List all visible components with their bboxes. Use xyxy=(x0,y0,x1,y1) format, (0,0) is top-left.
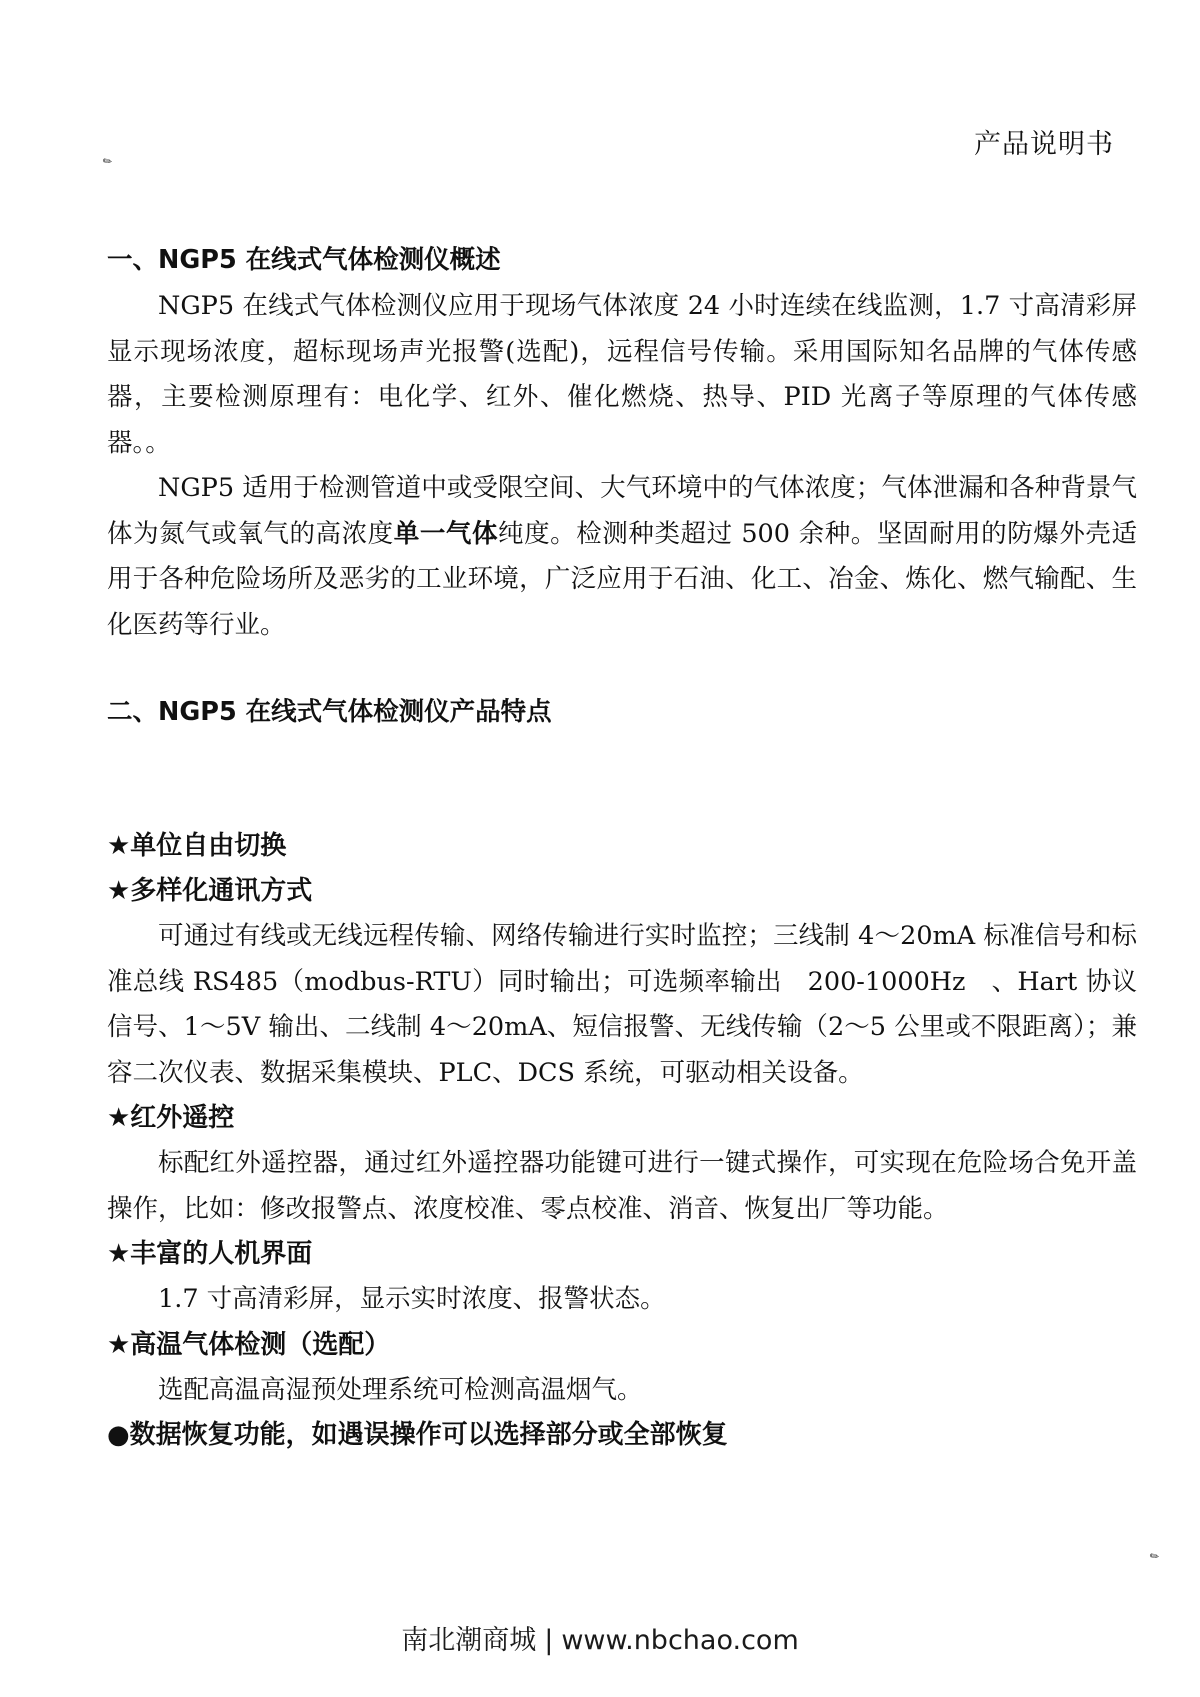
feature-hmi-text: 1.7 寸高清彩屏，显示实时浓度、报警状态。 xyxy=(158,1284,666,1314)
footer-watermark xyxy=(0,1618,1200,1657)
section-1-paragraph-1: NGP5 在线式气体检测仪应用于现场气体浓度 24 小时连续在线监测，1.7 寸高清彩屏显示现场浓度，超标现场声光报警(选配)，远程信号传输。采用国际知名品牌的气体传感器，主要检测原理有：电化学、红外、催化燃烧、热导、PID 光离子等原理的气体传感器。。 xyxy=(107,291,1137,458)
feature-unit-switch-title: ★单位自由切换 xyxy=(107,831,287,861)
section-2-title: 二、NGP5 在线式气体检测仪产品特点 xyxy=(107,697,552,727)
feature-infrared-remote-text: 标配红外遥控器，通过红外遥控器功能键可进行一键式操作，可实现在危险场合免开盖操作，比如：修改报警点、浓度校准、零点校准、消音、恢复出厂等功能。 xyxy=(107,1148,1137,1224)
document-header-title: 产品说明书 xyxy=(974,129,1114,160)
footer-url-link[interactable]: www.nbchao.com xyxy=(561,1625,799,1656)
feature-high-temp-text: 选配高温高湿预处理系统可检测高温烟气。 xyxy=(158,1374,643,1405)
footer-site-name: 南北潮商城 xyxy=(401,1625,537,1656)
feature-communication-title: ★多样化通讯方式 xyxy=(107,876,313,906)
paragraph-2-text-after: 纯度。检测种类超过 500 余种。坚固耐用的防爆外壳适用于各种危险场所及恶劣的工业环境，广泛应用于石油、化工、冶金、炼化、燃气输配、生化医药等行业。 xyxy=(107,518,1137,640)
pen-mark-icon: ✎ xyxy=(100,153,116,170)
feature-communication-text: 可通过有线或无线远程传输、网络传输进行实时监控；三线制 4～20mA 标准信号和标准总线 RS485（modbus-RTU）同时输出；可选频率输出 200-1000Hz 、Hart 协议信号、1～5V 输出、二线制 4～20mA、短信报警、无线传输（2～5 公里或不限距离）；兼容二次仪表、数据采集模块、PLC、DCS 系统，可驱动相关设备。 xyxy=(107,921,1137,1088)
feature-data-recovery-title: ●数据恢复功能，如遇误操作可以选择部分或全部恢复 xyxy=(107,1420,728,1450)
section-1-paragraph-2 xyxy=(107,466,1137,648)
footer-separator: | xyxy=(544,1625,554,1656)
section-1-title: 一、NGP5 在线式气体检测仪概述 xyxy=(107,245,501,275)
paragraph-2-text-before: NGP5 适用于检测管道中或受限空间、大气环境中的气体浓度；气体泄漏和各种背景气体为氮气或氧气的高浓度 xyxy=(107,473,1137,549)
paragraph-2-bold-text: 单一气体 xyxy=(393,518,499,549)
feature-infrared-remote-title: ★红外遥控 xyxy=(107,1103,235,1133)
feature-hmi-title: ★丰富的人机界面 xyxy=(107,1239,313,1269)
document-content xyxy=(107,236,1137,1458)
feature-high-temp-title: ★高温气体检测（选配） xyxy=(107,1329,391,1360)
pen-mark-icon: ✎ xyxy=(1147,1548,1163,1565)
